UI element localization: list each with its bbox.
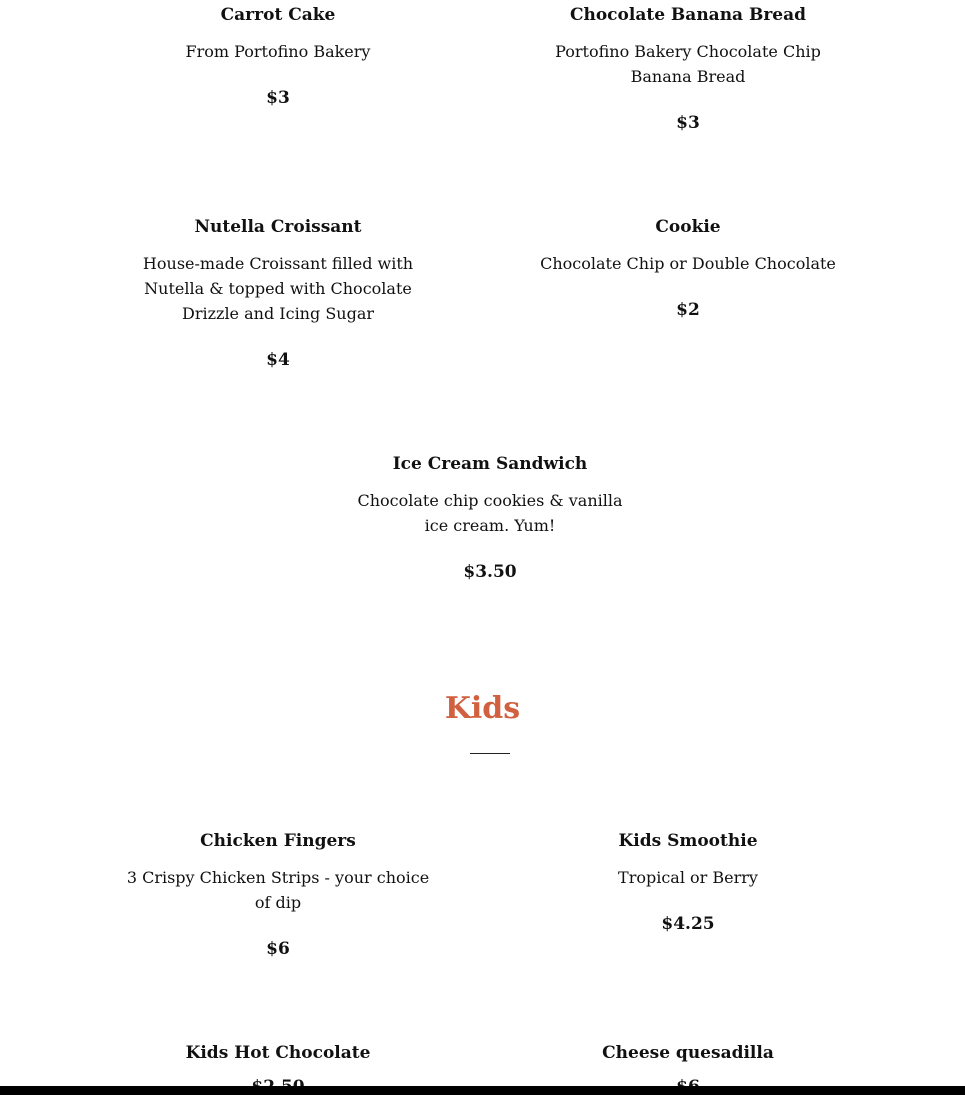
item-price: $4	[266, 350, 290, 370]
item-name: Chicken Fingers	[200, 831, 356, 851]
item-description: 3 Crispy Chicken Strips - your choice of dip	[126, 868, 430, 912]
bottom-black-bar	[0, 1086, 965, 1095]
menu-item-nutella-croissant	[118, 217, 438, 370]
section-divider	[470, 753, 510, 754]
menu-item-cookie	[528, 217, 848, 320]
menu-item-chicken-fingers	[118, 831, 438, 959]
item-description: From Portofino Bakery	[185, 42, 371, 61]
menu-item-chocolate-banana-bread	[548, 5, 828, 133]
item-price: $6	[266, 939, 290, 959]
item-description: Tropical or Berry	[618, 868, 758, 887]
item-description: Chocolate Chip or Double Chocolate	[540, 254, 836, 273]
item-name: Carrot Cake	[220, 5, 336, 25]
item-name: Kids Smoothie	[618, 831, 758, 851]
menu-item-kids-smoothie	[528, 831, 848, 934]
item-name: Nutella Croissant	[194, 217, 362, 237]
item-description: Portofino Bakery Chocolate Chip Banana Bread	[555, 42, 821, 86]
section-title-kids: Kids	[444, 691, 521, 726]
item-price: $3	[266, 88, 290, 108]
item-price: $4.25	[661, 914, 715, 934]
item-description: Chocolate chip cookies & vanilla ice cream. Yum!	[357, 491, 623, 535]
menu-item-carrot-cake	[118, 5, 438, 108]
item-name: Cheese quesadilla	[602, 1043, 774, 1063]
item-price: $2	[676, 300, 700, 320]
item-price: $3.50	[463, 562, 517, 582]
item-name: Ice Cream Sandwich	[392, 454, 588, 474]
item-name: Cookie	[655, 217, 721, 237]
item-name: Chocolate Banana Bread	[569, 5, 807, 25]
item-name: Kids Hot Chocolate	[185, 1043, 371, 1063]
menu-item-ice-cream-sandwich	[345, 454, 635, 582]
item-description: House-made Croissant filled with Nutella & topped with Chocolate Drizzle and Icing Sugar	[142, 254, 414, 323]
item-price: $3	[676, 113, 700, 133]
